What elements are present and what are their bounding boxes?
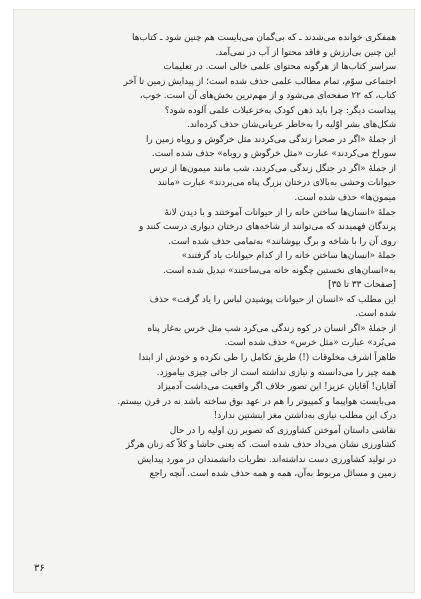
document-page [13, 9, 415, 593]
text-line: می‌بُرد» عبارت «مثل خرس» حذف شده است. [224, 338, 396, 349]
text-line: از جملهٔ «اگر در صحرا زندگی می‌کردند مثل خرگوش و روباه زمین را [145, 134, 396, 145]
text-line: همفکری خوانده می‌شدند ـ که بی‌گمان می‌بایست هم چنین شود ـ کتاب‌ها [132, 33, 396, 43]
text-line: از جملهٔ «اگر در جنگل زندگی می‌کردند، شب مانند میمون‌ها از ترس [149, 163, 396, 174]
text-line: کتاب، که ۲۲ صفحه‌ای می‌شود و از مهم‌ترین بخش‌های آن است. خوب، [139, 91, 396, 102]
page-reference: [صفحات ۳۳ تا ۳۵] [328, 280, 396, 291]
text-line: جملهٔ «انسان‌ها ساختن خانه را از حیوانات آموختند و با دیدن لانهٔ [164, 207, 396, 218]
text-line: شده است. [355, 309, 396, 320]
text-line: در تولید کشاورزی دست نداشته‌اند. نظریات دانشمندان در مورد پیدایش [137, 454, 396, 465]
text-line: شکل‌های بشر اوّلیه را به‌خاطر عریانی‌شان حذف کرده‌اند. [187, 120, 396, 131]
text-line: آقایان! آقایان عزیز! این تصور خلاف اگر واقعیت می‌داشت آدمیزاد [156, 382, 396, 393]
text-line: میمون‌ها» حذف شده است. [294, 193, 396, 204]
text-line: روی آن را با شاخه و برگ بپوشانند» به‌تمامی حذف شده است. [168, 236, 396, 247]
text-line: این مطلب که «انسان از حیوانات پوشیدن لباس را یاد گرفت» حذف [149, 294, 396, 305]
text-line: زمین و مسائل مربوط به‌آن، همه و همه حذف شده است. آنچه راجع [149, 469, 396, 480]
text-line: این چنین بی‌ارزش و فاقد محتوا از آب در نمی‌آمد. [215, 47, 396, 58]
text-line: ظاهراً اشرف مخلوقات (!) طریق تکامل را طی نکرده و خودش از ابتدا [138, 353, 396, 364]
text-line: اجتماعی سوّم، تمام مطالب علمی حذف شده است؛ از پیدایش زمین تا آخر [123, 76, 396, 87]
text-line: جملهٔ «انسان‌ها ساختن خانه را از کدام حیوانات یاد گرفتند» [181, 251, 396, 262]
text-line: پیداست دیگر: چرا باید ذهن کودک به‌خزعبلات علمی آلوده شود؟ [164, 105, 396, 116]
text-line: کشاورزی نشان می‌داد حذف شده است. که یعنی حاشا و کلاّ که زنان هرگز [125, 440, 396, 451]
page-number: ۳۶ [34, 563, 45, 574]
text-line: به«انسان‌های نخستین چگونه خانه می‌ساختند» تبدیل شده است. [163, 265, 396, 276]
text-line: حیوانات وحشی به‌بالای درختان بزرگ پناه می‌بردند» عبارت «مانند [157, 178, 396, 189]
text-line: سراسر کتاب‌ها از هرگونه محتوای علمی خالی است. در تعلیمات [163, 62, 396, 73]
text-line: می‌بایست هواپیما و کمپیوتر را هم در عهد بوق ساخته باشد نه در قرن بیستم. [117, 396, 396, 407]
text-line: سوراخ می‌کردند» عبارت «مثل خرگوش و روباه» حذف شده است. [151, 149, 396, 160]
text-line: درک این مطلب نیازی به‌داشتن مغز اینشتین ندارد! [213, 411, 396, 422]
text-line: پرندگان فهمیدند که می‌توانند از شاخه‌های درختان دیواری درست کنند و [139, 222, 396, 233]
text-line: نقاشی داستان آموختن کشاورزی که تصویر زن اولیه را در حال [169, 425, 396, 436]
text-line: از جملهٔ «اگر انسان در کوه زندگی می‌کرد شب مثل خرس به‌غار پناه [147, 323, 396, 334]
body-text [32, 31, 396, 482]
text-line: همه چیز را می‌دانسته و نیازی نداشته است از جائی چیزی بیاموزد. [156, 367, 396, 378]
